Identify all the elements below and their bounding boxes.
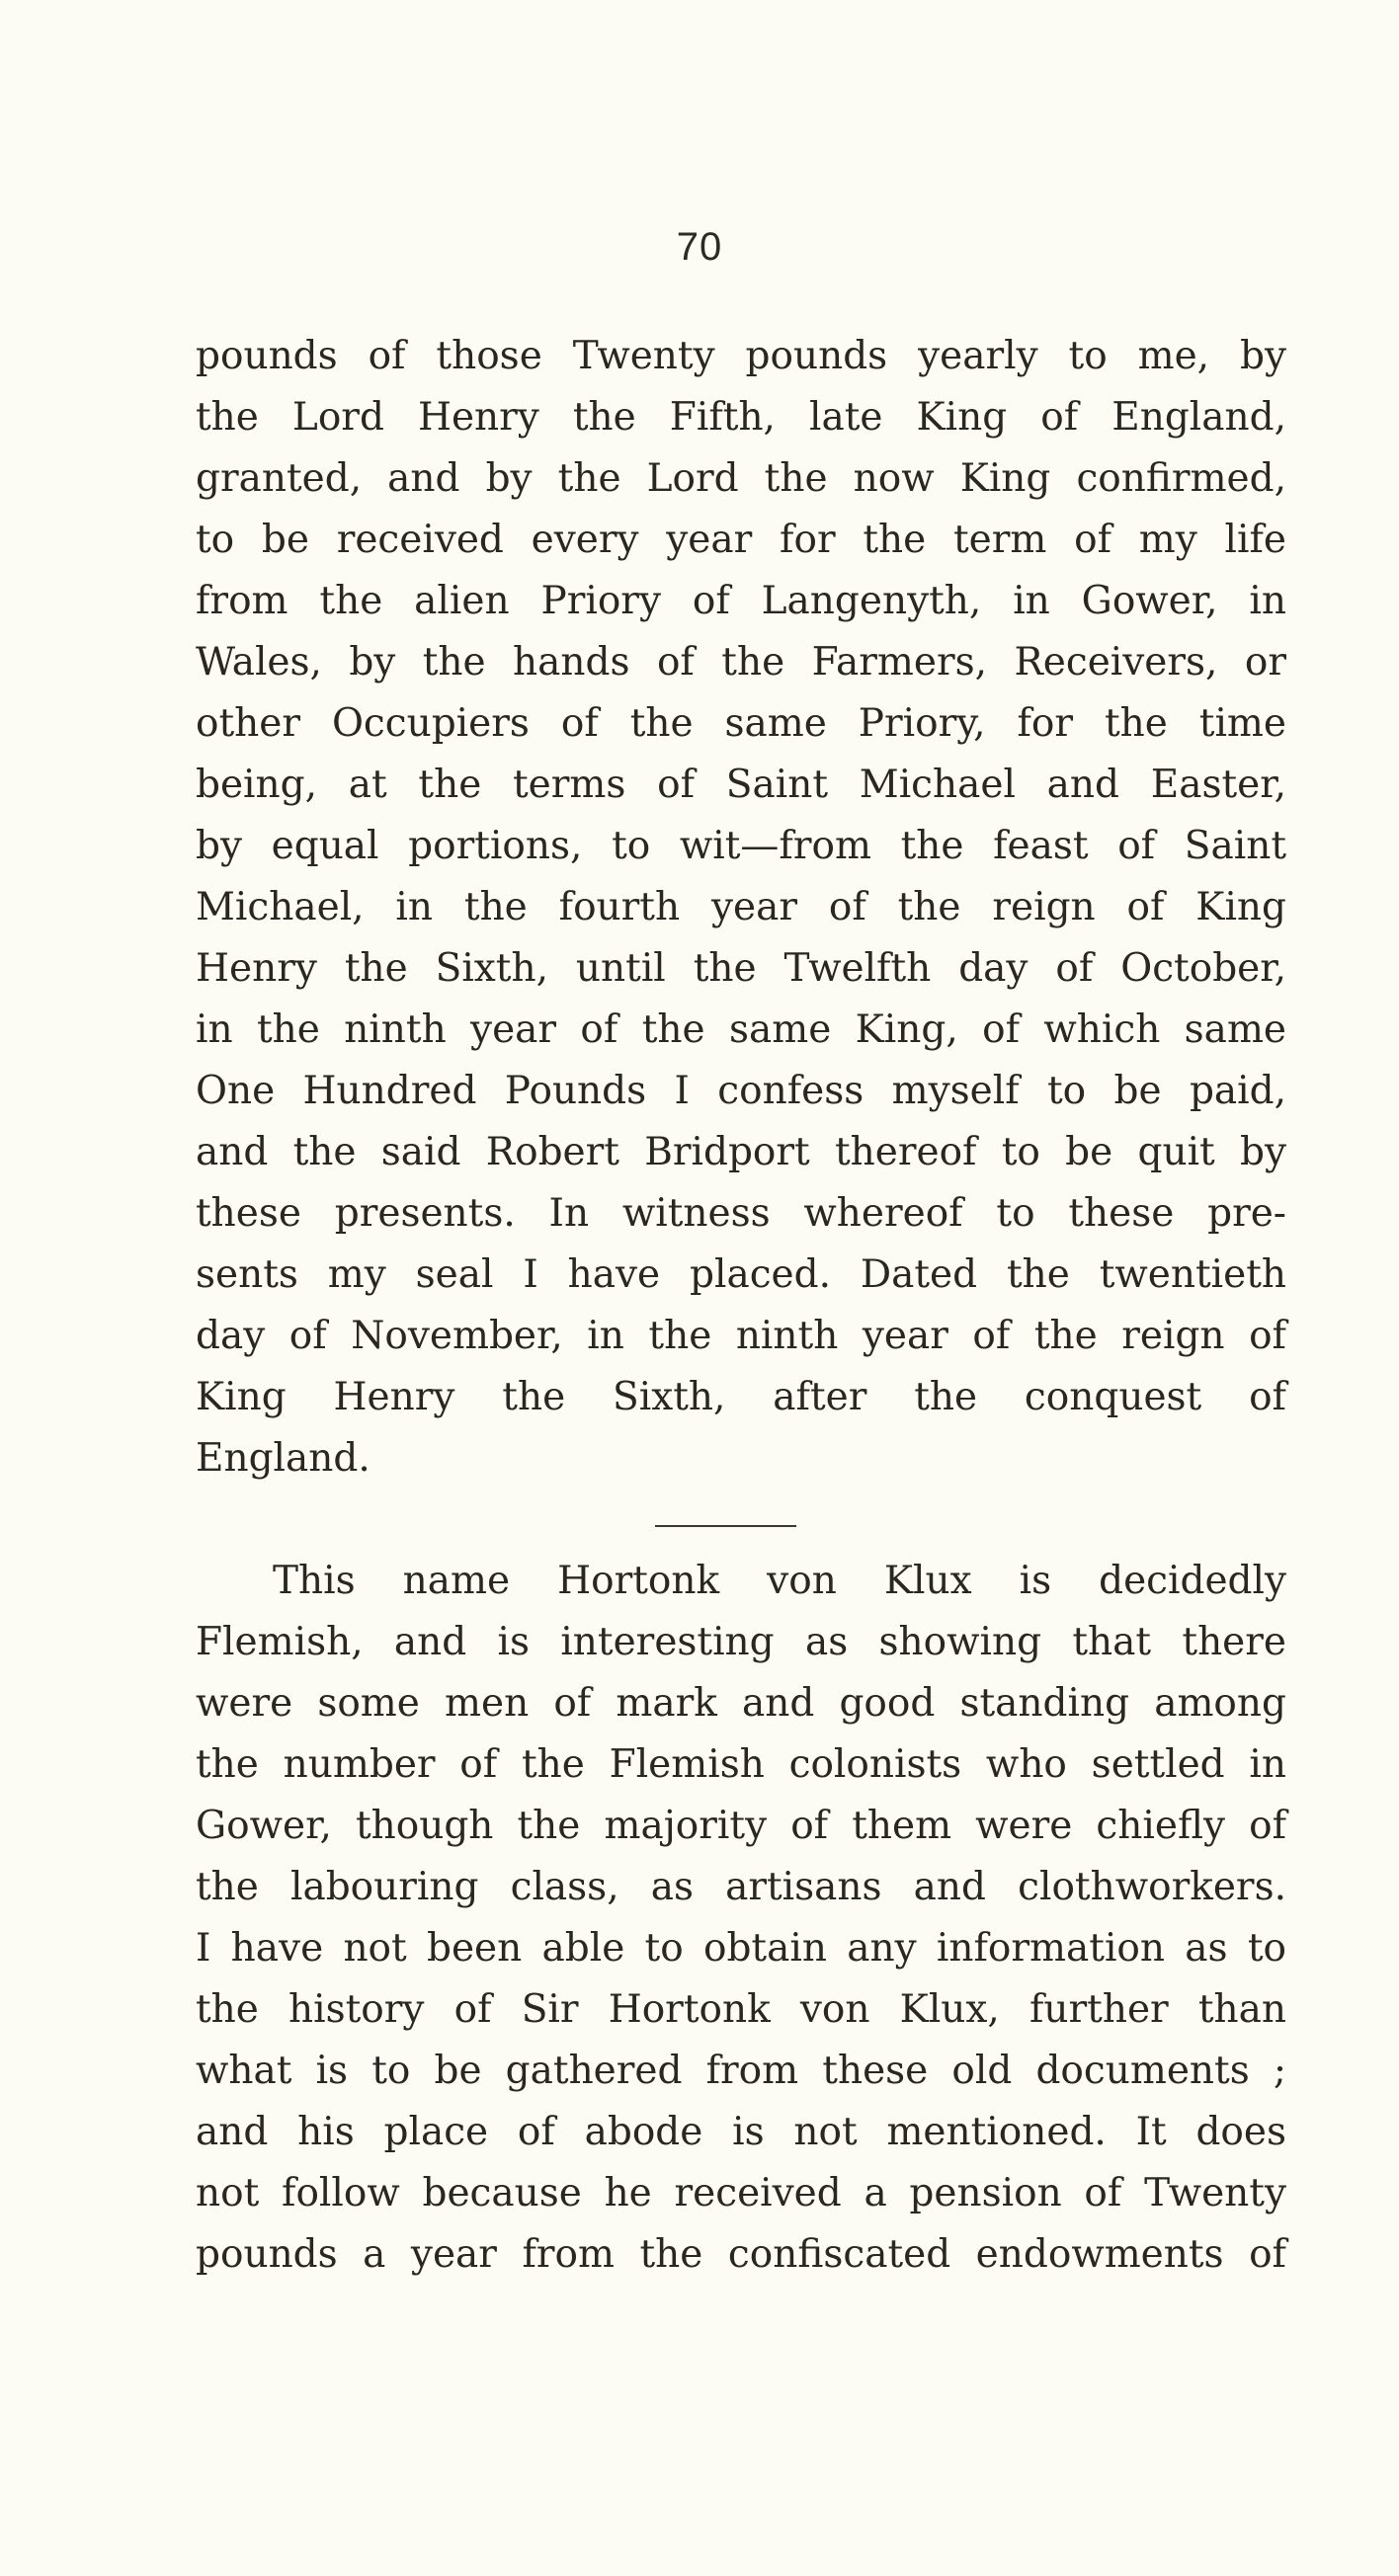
paragraph-2 [196,1551,1286,2286]
text-line: the Lord Henry the Fifth, late King of England, [196,395,1286,440]
text-line: the number of the Flemish colonists who settled in [196,1742,1286,1787]
text-line: pounds a year from the confiscated endowments of [196,2232,1286,2277]
text-line: Michael, in the fourth year of the reign of King [196,885,1286,929]
paragraph-1 [196,326,1286,1489]
text-line: Wales, by the hands of the Farmers, Receivers, or [196,640,1286,684]
text-line: were some men of mark and good standing among [196,1681,1286,1726]
text-line: Flemish, and is interesting as showing that there [196,1620,1286,1664]
text-line: these presents. In witness whereof to these pre- [196,1191,1286,1236]
text-line: from the alien Priory of Langenyth, in Gower, in [196,579,1286,623]
text-line: the labouring class, as artisans and clothworkers. [196,1865,1286,1909]
text-line: and the said Robert Bridport thereof to be quit by [196,1130,1286,1174]
text-line: England. [196,1436,370,1481]
text-line: This name Hortonk von Klux is decidedly [273,1559,1286,1603]
text-line: Henry the Sixth, until the Twelfth day of October, [196,946,1286,991]
text-line: granted, and by the Lord the now King confirmed, [196,456,1286,501]
text-line: day of November, in the ninth year of the reign of [196,1314,1286,1358]
page-number: 70 [676,225,723,269]
text-line: Gower, though the majority of them were chiefly of [196,1804,1286,1848]
text-line: the history of Sir Hortonk von Klux, further than [196,1987,1286,2032]
text-line: sents my seal I have placed. Dated the twentieth [196,1252,1286,1297]
text-line: I have not been able to obtain any information as to [196,1926,1286,1971]
text-line: pounds of those Twenty pounds yearly to me, by [196,334,1286,378]
text-line: by equal portions, to wit—from the feast of Saint [196,824,1286,868]
section-divider [655,1525,796,1527]
text-line: not follow because he received a pension of Twenty [196,2171,1286,2215]
text-line: King Henry the Sixth, after the conquest of [196,1375,1286,1419]
text-line: and his place of abode is not mentioned. It does [196,2110,1286,2154]
text-line: what is to be gathered from these old documents ; [196,2049,1286,2093]
text-line: being, at the terms of Saint Michael and Easter, [196,763,1286,807]
text-line: One Hundred Pounds I confess myself to be paid, [196,1069,1286,1113]
text-line: to be received every year for the term of my life [196,518,1286,562]
text-line: in the ninth year of the same King, of which same [196,1007,1286,1052]
text-line: other Occupiers of the same Priory, for the time [196,701,1286,746]
